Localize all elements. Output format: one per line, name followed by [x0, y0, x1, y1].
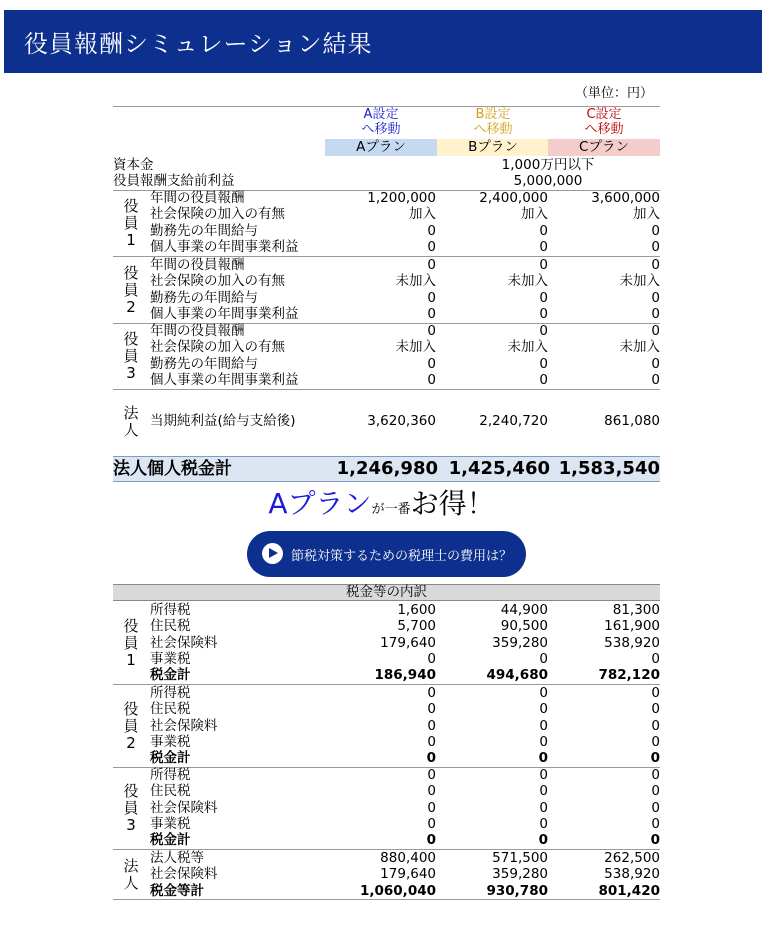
value-b: 494,680 [486, 667, 548, 684]
table-row [113, 767, 660, 783]
group-label-char: 3 [126, 815, 136, 834]
row-label: 個人事業の年間事業利益 [150, 305, 299, 322]
value-a: 179,640 [380, 634, 436, 651]
group-label-char: 1 [126, 230, 136, 249]
value-c: 0 [651, 733, 660, 750]
table-row [113, 750, 660, 766]
value-c: 3,600,000 [591, 190, 660, 206]
table-row [113, 635, 660, 651]
table-row [113, 701, 660, 717]
group-label-char: 役 [123, 196, 139, 215]
capital-row [113, 157, 660, 173]
table-row [113, 883, 660, 899]
value-a: 0 [427, 650, 436, 667]
row-label: 年間の役員報酬 [150, 257, 245, 273]
value-a: 加入 [409, 206, 436, 223]
row-label: 勤務先の年間給与 [150, 222, 258, 239]
value-c: 538,920 [604, 634, 660, 651]
table-row [113, 816, 660, 832]
table-row [113, 832, 660, 848]
row-label: 社会保険料 [150, 717, 218, 734]
value-a: 3,620,360 [367, 413, 436, 429]
link-c-settings[interactable] [548, 107, 660, 137]
value-b: 359,280 [492, 634, 548, 651]
value-c: 161,900 [604, 618, 660, 635]
page-title: 役員報酬シミュレーション結果 [24, 30, 373, 58]
group-label-char: 員 [123, 716, 139, 735]
value-b: 2,400,000 [479, 190, 548, 206]
group-label-char: 役 [123, 616, 139, 635]
row-label: 所得税 [150, 685, 191, 701]
best-plan-name: Aプラン [268, 487, 372, 520]
value-a: 0 [427, 717, 436, 734]
value-b: 0 [539, 257, 548, 273]
value-c: 0 [651, 257, 660, 273]
group-label-char: 2 [126, 733, 136, 752]
link-b-line2: へ移動 [473, 122, 513, 137]
group-label-char: 役 [123, 699, 139, 718]
value-a: 0 [427, 701, 436, 718]
table-row [113, 239, 660, 255]
row-label: 社会保険料 [150, 866, 218, 883]
breakdown-heading: 税金等の内訳 [113, 584, 660, 601]
group-label-char: 1 [126, 650, 136, 669]
value-a: 0 [427, 305, 436, 322]
value-c: 0 [651, 815, 660, 832]
value-b: 571,500 [492, 850, 548, 866]
value-c: 0 [650, 832, 660, 849]
value-c: 262,500 [604, 850, 660, 866]
link-b-line1: B設定 [475, 107, 511, 122]
value-b: 0 [539, 323, 548, 339]
group-label-char: 2 [126, 297, 136, 316]
value-a: 0 [427, 815, 436, 832]
table-row [113, 685, 660, 701]
pretax-row [113, 173, 660, 189]
value-c: 加入 [633, 206, 660, 223]
value-c: 0 [651, 222, 660, 239]
table-row [113, 718, 660, 734]
value-a: 0 [427, 257, 436, 273]
link-c-line1: C設定 [586, 107, 622, 122]
value-a: 0 [427, 323, 436, 339]
divider [113, 899, 660, 900]
value-c: 0 [651, 238, 660, 255]
value-c: 861,080 [604, 413, 660, 429]
table-row [113, 734, 660, 750]
value-b: 0 [539, 783, 548, 800]
row-label: 社会保険料 [150, 799, 218, 816]
group-label-char: 員 [123, 798, 139, 817]
link-a-settings[interactable] [325, 107, 437, 137]
value-c: 0 [651, 289, 660, 306]
value-c: 未加入 [619, 339, 660, 356]
value-b: 0 [539, 305, 548, 322]
value-a: 0 [426, 832, 436, 849]
value-a: 5,700 [397, 618, 436, 635]
value-a: 0 [427, 355, 436, 372]
cta-label: 節税対策するための税理士の費用は？ [291, 549, 513, 564]
value-c: 0 [651, 355, 660, 372]
value-c: 0 [651, 767, 660, 783]
value-c: 未加入 [619, 273, 660, 290]
table-row [113, 602, 660, 618]
table-row [113, 223, 660, 239]
value-c: 0 [651, 650, 660, 667]
value-c: 0 [651, 323, 660, 339]
row-label: 個人事業の年間事業利益 [150, 238, 299, 255]
tax-accountant-fee-button[interactable] [247, 531, 526, 577]
link-c-line2: へ移動 [584, 122, 624, 137]
link-a-line1: A設定 [363, 107, 399, 122]
row-label: 税金計 [150, 832, 191, 849]
row-label: 年間の役員報酬 [150, 190, 245, 206]
value-a: 1,200,000 [367, 190, 436, 206]
group-label-char: 人 [123, 421, 139, 439]
total-tax-a: 1,246,980 [336, 458, 438, 479]
value-c: 0 [651, 305, 660, 322]
value-b: 0 [539, 717, 548, 734]
value-a: 0 [427, 767, 436, 783]
best-plan-mid: が一番 [371, 502, 411, 517]
value-b: 0 [538, 750, 548, 767]
row-label: 社会保険の加入の有無 [150, 273, 285, 290]
value-b: 0 [539, 701, 548, 718]
value-b: 44,900 [500, 602, 548, 618]
value-c: 801,420 [598, 882, 660, 899]
plan-a-header: Aプラン [325, 139, 437, 156]
table-row [113, 273, 660, 289]
total-tax-c: 1,583,540 [558, 458, 660, 479]
table-row [113, 372, 660, 388]
value-b: 0 [539, 767, 548, 783]
group-label-char: 役 [123, 329, 139, 348]
value-b: 0 [539, 238, 548, 255]
link-a-line2: へ移動 [361, 122, 401, 137]
row-label: 所得税 [150, 602, 191, 618]
row-label: 年間の役員報酬 [150, 323, 245, 339]
value-c: 0 [651, 799, 660, 816]
row-label: 社会保険の加入の有無 [150, 339, 285, 356]
row-label: 税金計 [150, 667, 191, 684]
value-c: 538,920 [604, 866, 660, 883]
link-b-settings[interactable] [437, 107, 549, 137]
value-a: 1,060,040 [359, 882, 436, 899]
pretax-label: 役員報酬支給前利益 [113, 173, 235, 189]
value-c: 782,120 [598, 667, 660, 684]
table-row [113, 850, 660, 866]
row-label: 事業税 [150, 650, 191, 667]
group-label-char: 3 [126, 363, 136, 382]
table-row [113, 290, 660, 306]
row-label: 社会保険の加入の有無 [150, 206, 285, 223]
play-icon [262, 543, 283, 564]
value-b: 0 [539, 289, 548, 306]
value-a: 0 [427, 238, 436, 255]
total-tax-b: 1,425,460 [448, 458, 550, 479]
row-label: 所得税 [150, 767, 191, 783]
table-row [113, 257, 660, 273]
table-row [113, 783, 660, 799]
value-a: 0 [427, 783, 436, 800]
value-a: 0 [427, 733, 436, 750]
plan-c-header: Cプラン [548, 139, 660, 156]
value-a: 0 [427, 222, 436, 239]
table-row [113, 206, 660, 222]
best-plan-message [0, 482, 763, 522]
table-row [113, 190, 660, 206]
value-b: 90,500 [500, 618, 548, 635]
table-row [113, 323, 660, 339]
page-header [4, 10, 762, 73]
value-a: 未加入 [395, 339, 436, 356]
table-row [113, 413, 660, 429]
row-label: 事業税 [150, 733, 191, 750]
value-b: 0 [539, 371, 548, 388]
value-a: 179,640 [380, 866, 436, 883]
plan-b-header: Bプラン [437, 139, 549, 156]
row-label: 事業税 [150, 815, 191, 832]
value-a: 0 [427, 371, 436, 388]
table-row [113, 618, 660, 634]
value-a: 未加入 [395, 273, 436, 290]
group-label-char: 員 [123, 633, 139, 652]
table-row [113, 667, 660, 683]
row-label: 税金計 [150, 750, 191, 767]
total-tax-row [113, 456, 660, 482]
value-b: 2,240,720 [479, 413, 548, 429]
row-label: 社会保険料 [150, 634, 218, 651]
table-row [113, 356, 660, 372]
total-tax-label: 法人個人税金計 [113, 459, 232, 479]
value-b: 未加入 [507, 273, 548, 290]
divider [113, 389, 660, 390]
row-label: 当期純利益(給与支給後) [150, 413, 296, 429]
table-row [113, 339, 660, 355]
table-row [113, 306, 660, 322]
row-label: 税金等計 [150, 882, 204, 899]
value-b: 359,280 [492, 866, 548, 883]
best-plan-tail: お得！ [410, 487, 495, 520]
value-a: 0 [426, 750, 436, 767]
value-a: 880,400 [380, 850, 436, 866]
capital-value: 1,000万円以下 [501, 157, 595, 173]
group-label-char: 役 [123, 263, 139, 282]
value-a: 0 [427, 289, 436, 306]
row-label: 法人税等 [150, 850, 204, 866]
value-b: 0 [539, 685, 548, 701]
value-a: 0 [427, 685, 436, 701]
value-c: 0 [650, 750, 660, 767]
value-c: 0 [651, 701, 660, 718]
group-label-char: 法 [123, 856, 139, 875]
row-label: 勤務先の年間給与 [150, 355, 258, 372]
row-label: 住民税 [150, 618, 191, 635]
value-b: 930,780 [486, 882, 548, 899]
group-label-char: 員 [123, 346, 139, 365]
value-c: 0 [651, 717, 660, 734]
row-label: 勤務先の年間給与 [150, 289, 258, 306]
row-label: 住民税 [150, 701, 191, 718]
group-label-char: 員 [123, 213, 139, 232]
value-b: 0 [539, 799, 548, 816]
group-label-char: 員 [123, 280, 139, 299]
value-a: 1,600 [397, 602, 436, 618]
group-label-char: 人 [123, 873, 139, 892]
value-b: 0 [539, 355, 548, 372]
unit-label: （単位：円） [575, 86, 654, 101]
capital-label: 資本金 [113, 157, 154, 173]
value-b: 加入 [521, 206, 548, 223]
value-b: 0 [539, 733, 548, 750]
group-label-char: 役 [123, 781, 139, 800]
row-label: 住民税 [150, 783, 191, 800]
group-label-char: 法 [123, 404, 139, 422]
value-c: 0 [651, 783, 660, 800]
value-b: 未加入 [507, 339, 548, 356]
value-b: 0 [539, 650, 548, 667]
value-a: 186,940 [374, 667, 436, 684]
table-row [113, 651, 660, 667]
table-row [113, 800, 660, 816]
value-b: 0 [539, 815, 548, 832]
table-row [113, 866, 660, 882]
value-b: 0 [538, 832, 548, 849]
value-a: 0 [427, 799, 436, 816]
value-b: 0 [539, 222, 548, 239]
row-label: 個人事業の年間事業利益 [150, 371, 299, 388]
value-c: 0 [651, 685, 660, 701]
value-c: 81,300 [612, 602, 660, 618]
value-c: 0 [651, 371, 660, 388]
pretax-value: 5,000,000 [513, 173, 583, 189]
